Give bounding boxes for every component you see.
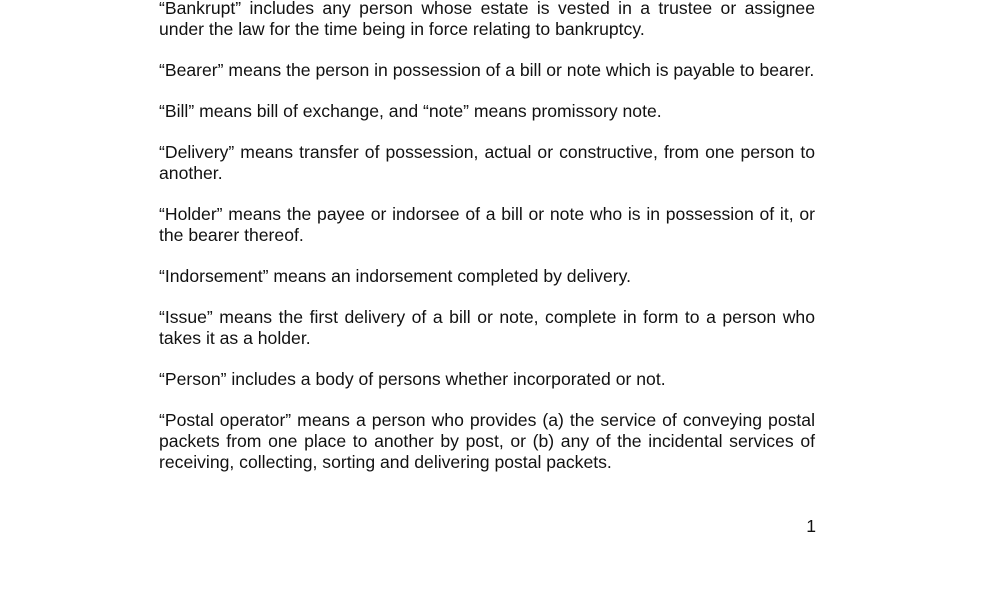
definition-delivery: “Delivery” means transfer of possession, actual or constructive, from one person to another. — [159, 142, 815, 183]
definition-issue: “Issue” means the first delivery of a bill or note, complete in form to a person who takes it as a holder. — [159, 307, 815, 348]
definition-bearer: “Bearer” means the person in possession of a bill or note which is payable to bearer. — [159, 60, 815, 80]
definition-postal-operator: “Postal operator” means a person who provides (a) the service of conveying postal packets from one place to another by post, or (b) any of the incidental services of receiving, collecting, sorting and delivering postal packets. — [159, 410, 815, 472]
page-number: 1 — [806, 516, 816, 536]
definition-holder: “Holder” means the payee or indorsee of a bill or note who is in possession of it, or the bearer thereof. — [159, 204, 815, 245]
document-page — [159, 0, 815, 493]
definition-bill: “Bill” means bill of exchange, and “note” means promissory note. — [159, 101, 662, 121]
definition-person: “Person” includes a body of persons whether incorporated or not. — [159, 369, 666, 389]
definition-bankrupt: “Bankrupt” includes any person whose estate is vested in a trustee or assignee under the law for the time being in force relating to bankruptcy. — [159, 0, 815, 39]
definition-indorsement: “Indorsement” means an indorsement completed by delivery. — [159, 266, 631, 286]
